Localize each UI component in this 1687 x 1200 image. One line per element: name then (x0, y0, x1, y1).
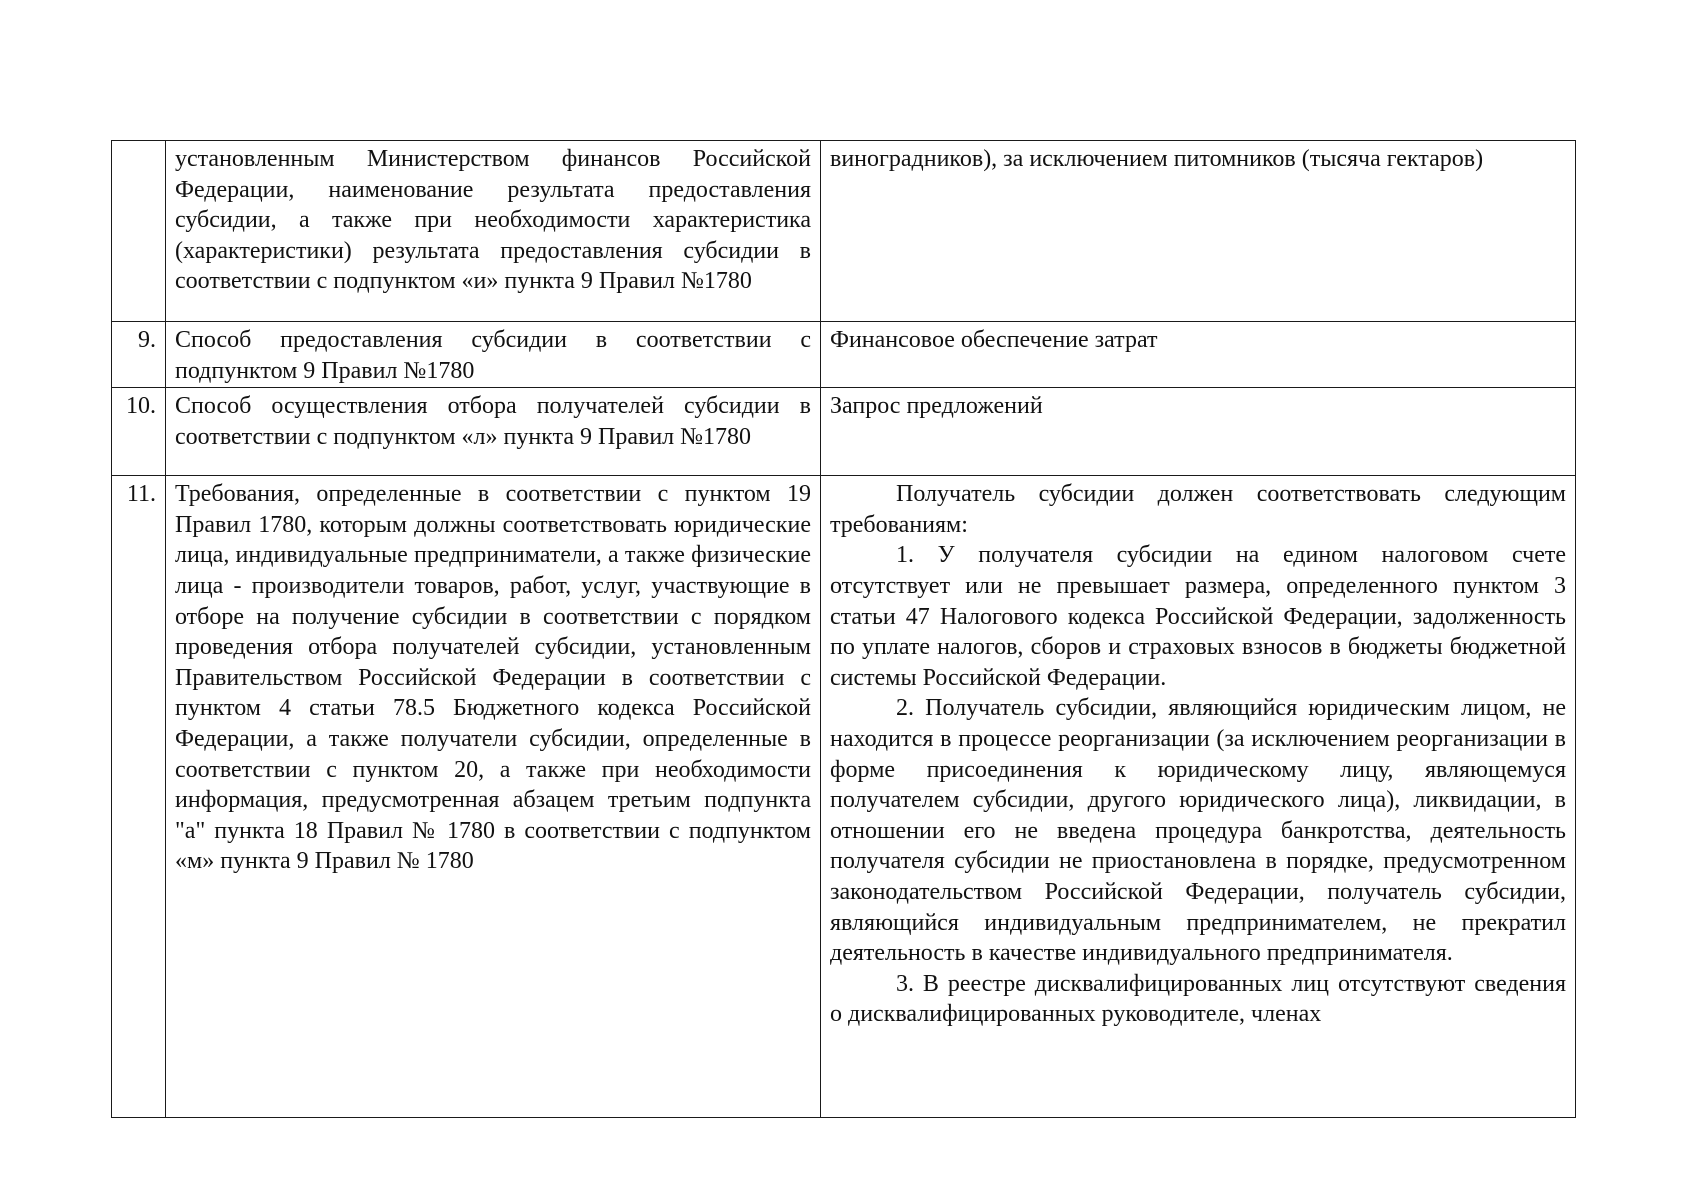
requirements-table (111, 140, 1576, 1118)
row-number: 11. (112, 476, 166, 1118)
table-row (112, 322, 1576, 388)
row-value (821, 476, 1576, 1118)
row-description: установленным Министерством финансов Российской Федерации, наименование результата предоставления субсидии, а также при необходимости характеристика (характеристики) результата предоставления субсидии в соответствии с подпунктом «и» пункта 9 Правил №1780 (166, 141, 821, 322)
row-description: Требования, определенные в соответствии с пунктом 19 Правил 1780, которым должны соответствовать юридические лица, индивидуальные предприниматели, а также физические лица - производители товаров, работ, услуг, участвующие в отборе на получение субсидии в соответствии с порядком проведения отбора получателей субсидии, установленным Правительством Российской Федерации в соответствии с пунктом 4 статьи 78.5 Бюджетного кодекса Российской Федерации, а также получатели субсидии, определенные в соответствии с пунктом 20, а также при необходимости информация, предусмотренная абзацем третьим подпункта "а" пункта 18 Правил № 1780 в соответствии с подпунктом «м» пункта 9 Правил № 1780 (166, 476, 821, 1118)
table-row (112, 141, 1576, 322)
row-description: Способ предоставления субсидии в соответствии с подпунктом 9 Правил №1780 (166, 322, 821, 388)
row-value: Запрос предложений (821, 388, 1576, 476)
requirement-item: 1. У получателя субсидии на едином налоговом счете отсутствует или не превышает размера, определенного пунктом 3 статьи 47 Налогового кодекса Российской Федерации, задолженность по уплате налогов, сборов и страховых взносов в бюджеты бюджетной системы Российской Федерации. (830, 542, 1566, 691)
row-value: виноградников), за исключением питомников (тысяча гектаров) (821, 141, 1576, 322)
requirement-item: 2. Получатель субсидии, являющийся юридическим лицом, не находится в процессе реорганизации (за исключением реорганизации в форме присоединения к юридическому лицу, являющемуся получателем субсидии, другого юридического лица), ликвидации, в отношении его не введена процедура банкротства, деятельность получателя субсидии не приостановлена в порядке, предусмотренном законодательством Российской Федерации, получатель субсидии, являющийся индивидуальным предпринимателем, не прекратил деятельность в качестве индивидуального предпринимателя. (830, 695, 1566, 967)
requirements-intro: Получатель субсидии должен соответствовать следующим требованиям: (830, 481, 1566, 538)
row-number: 9. (112, 322, 166, 388)
row-number: 10. (112, 388, 166, 476)
table-row (112, 476, 1576, 1118)
row-description: Способ осуществления отбора получателей субсидии в соответствии с подпунктом «л» пункта 9 Правил №1780 (166, 388, 821, 476)
table-row (112, 388, 1576, 476)
row-number (112, 141, 166, 322)
row-value: Финансовое обеспечение затрат (821, 322, 1576, 388)
requirement-item: 3. В реестре дисквалифицированных лиц отсутствуют сведения о дисквалифицированных руководителе, членах (830, 970, 1566, 1028)
